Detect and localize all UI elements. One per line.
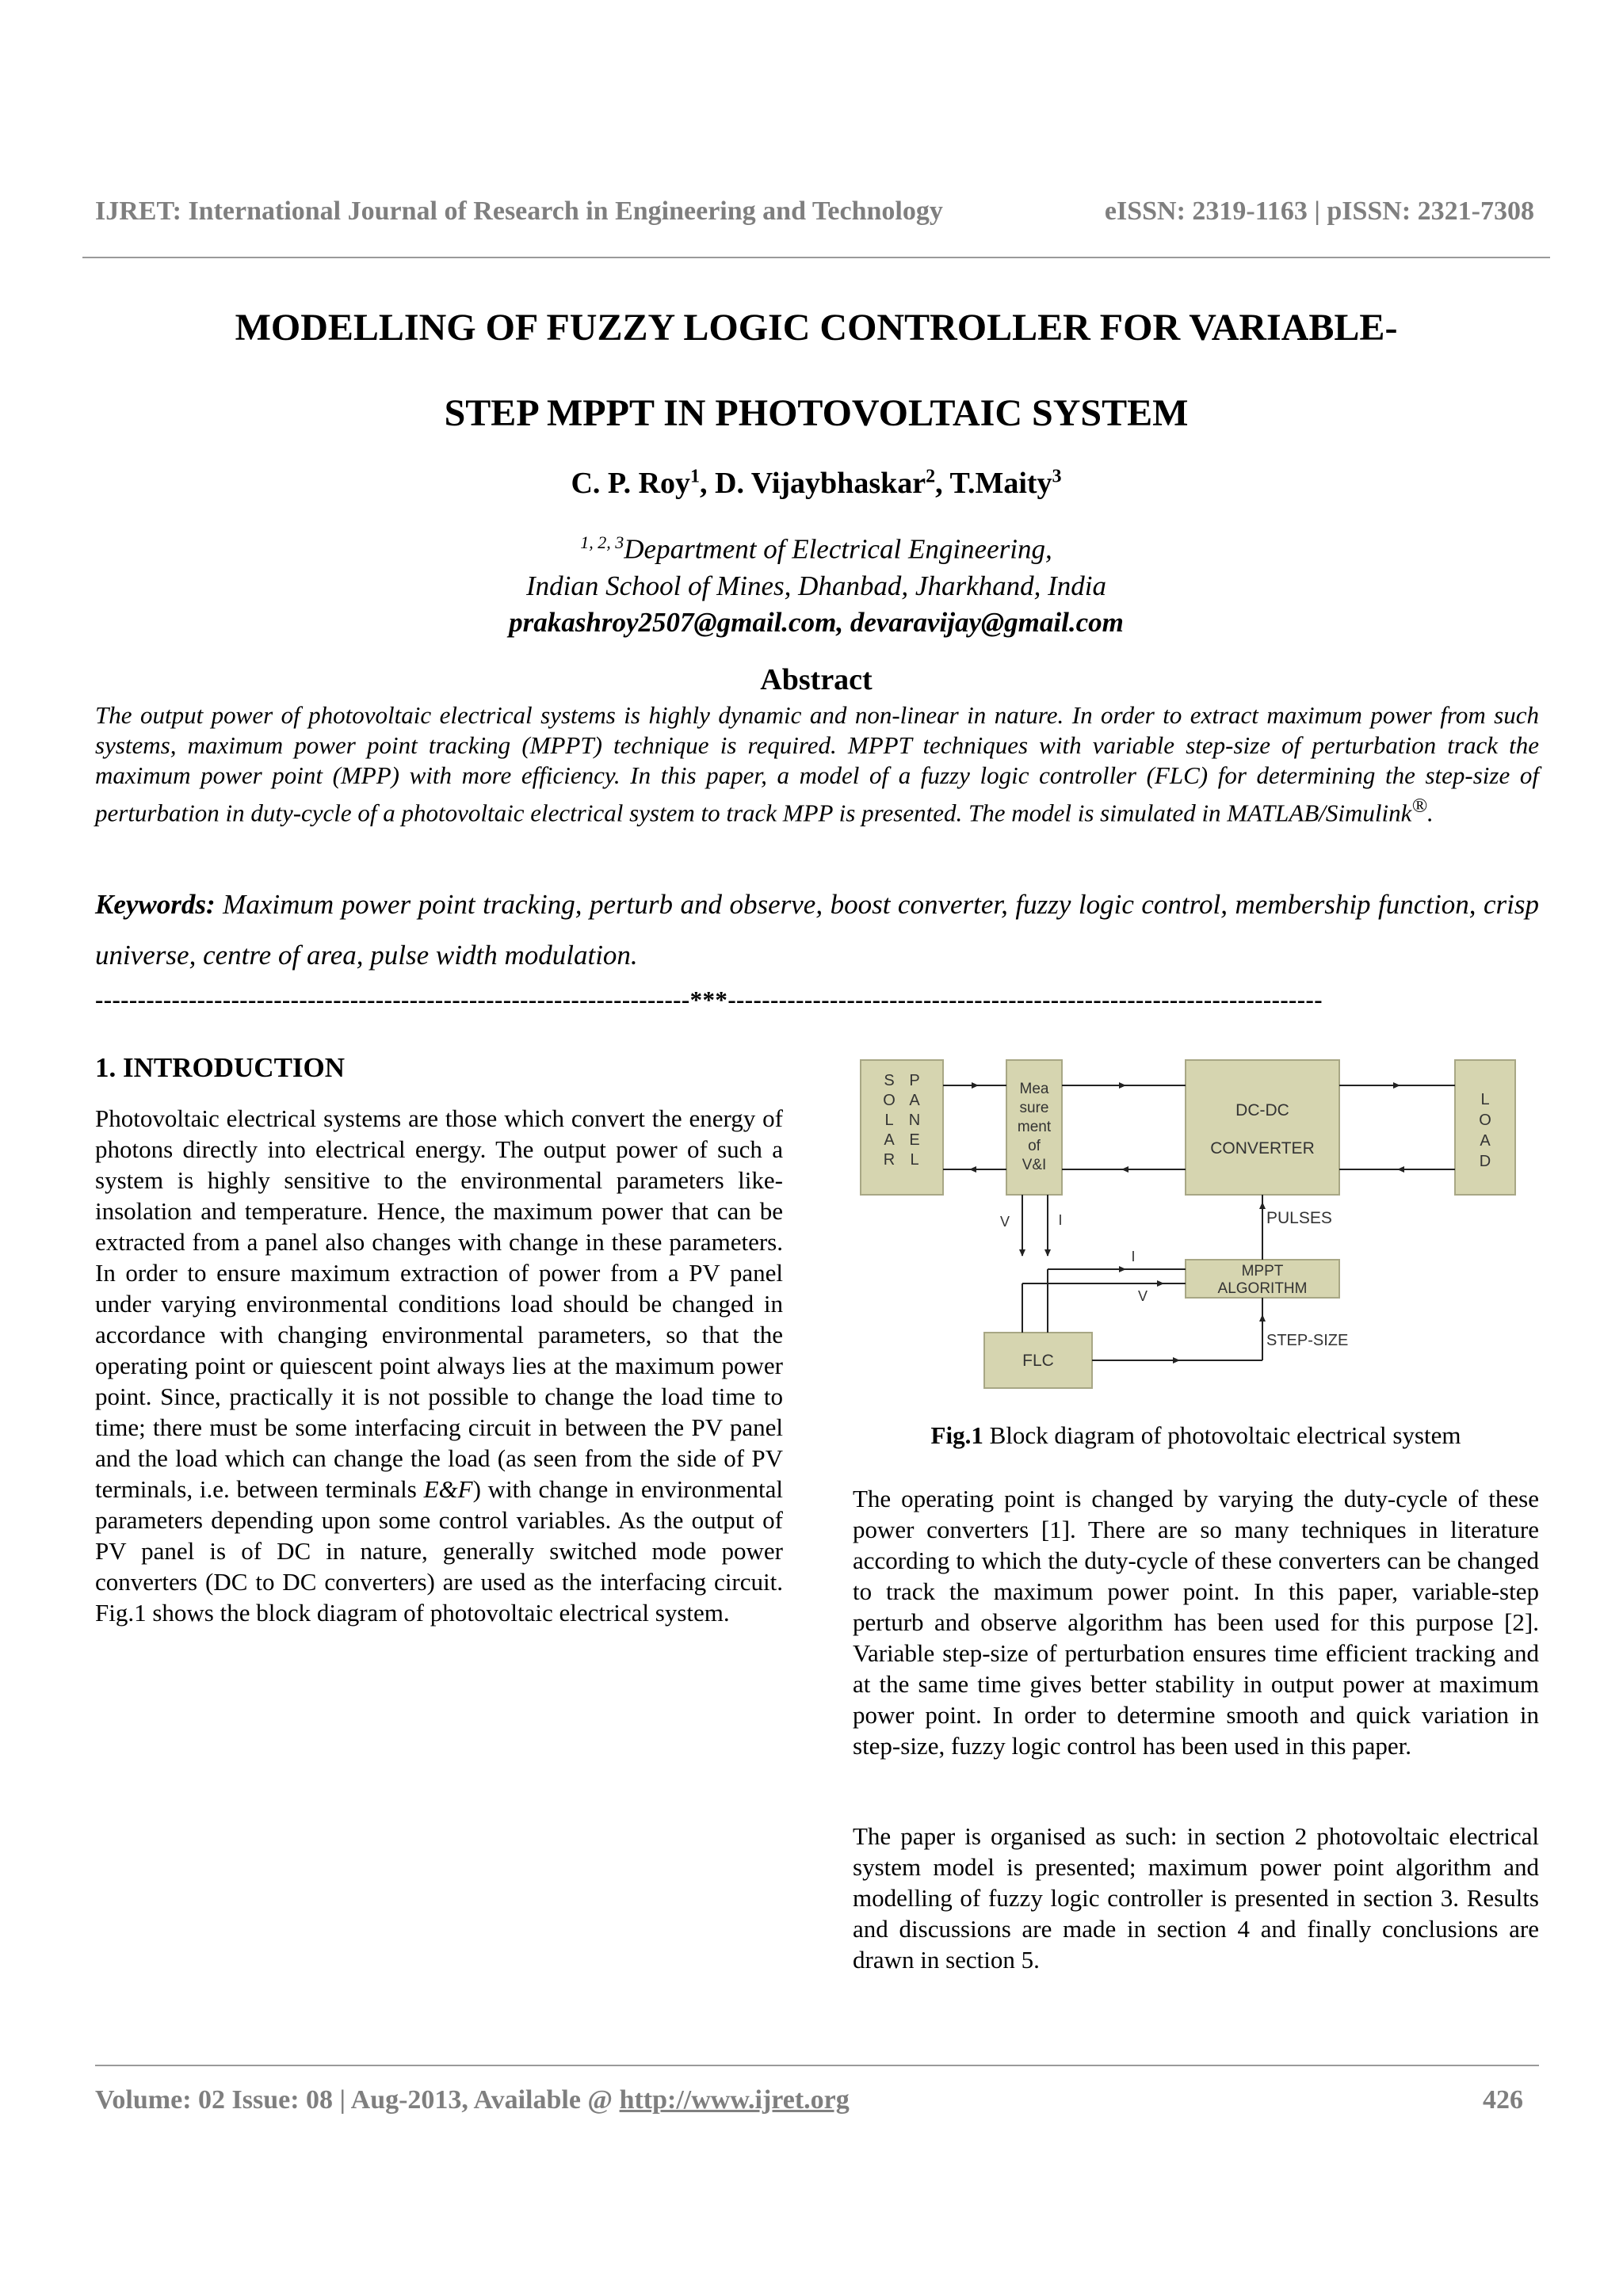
svg-text:L: L (1480, 1091, 1490, 1108)
institution: Indian School of Mines, Dhanbad, Jharkhand, India (526, 570, 1106, 601)
keywords-label: Keywords: (95, 889, 216, 920)
title-line-2: STEP MPPT IN PHOTOVOLTAIC SYSTEM (444, 392, 1189, 434)
svg-text:ment: ment (1017, 1119, 1052, 1135)
mppt-label-1: MPPT (1241, 1263, 1284, 1280)
department: Department of Electrical Engineering, (624, 533, 1052, 565)
intro-paragraph-1 (95, 1103, 783, 1628)
dc-dc-converter-block (1186, 1060, 1339, 1195)
dcdc-label-1: DC-DC (1235, 1101, 1289, 1119)
journal-name: IJRET: International Journal of Research in Engineering and Technology (95, 196, 943, 226)
svg-text:of: of (1028, 1138, 1041, 1154)
block-diagram (853, 1046, 1550, 1410)
svg-text:N: N (908, 1112, 921, 1129)
mppt-label-2: ALGORITHM (1217, 1280, 1308, 1297)
step-size-label: STEP-SIZE (1266, 1332, 1349, 1349)
v-label-mppt: V (1137, 1288, 1148, 1304)
svg-text:L: L (910, 1151, 919, 1169)
svg-text:A: A (1480, 1132, 1491, 1150)
svg-text:V&I: V&I (1022, 1157, 1047, 1173)
abstract-body: The output power of photovoltaic electrical systems is highly dynamic and non-linear in nature. In order to extract maximum power from such systems, maximum power point tracking (MPPT) technique is required. MPPT techniques with variable step-size of perturbation track the maximum power point (MPP) with more efficiency. In this paper, a model of a fuzzy logic controller (FLC) for determining the step-size of perturbation in duty-cycle of a photovoltaic electrical system to track MPP is presented. The model is simulated in MATLAB/Simulink (95, 701, 1539, 827)
figure-label: Fig.1 (930, 1421, 983, 1449)
author-1-sup: 1 (690, 466, 701, 487)
issn: eISSN: 2319-1163 | pISSN: 2321-7308 (1104, 196, 1534, 226)
keywords (95, 879, 1539, 981)
intro-paragraph-2: The operating point is changed by varying the duty-cycle of these power converters [1]. There are so many techniques in literature according to which the duty-cycle of these converters can be changed to track the maximum power point. In this paper, variable-step perturb and observe algorithm has been used for this purpose [2]. Variable step-size of perturbation ensures time efficient tracking and at the same time gives better stability in output power at maximum power point. In order to determine smooth and quick variation in step-size, fuzzy logic control has been used in this paper. (853, 1485, 1539, 1760)
svg-text:D: D (1479, 1153, 1491, 1170)
svg-text:R: R (883, 1151, 896, 1169)
svg-text:S: S (884, 1072, 895, 1089)
author-1: C. P. Roy (571, 467, 691, 500)
abstract-text (95, 700, 1539, 828)
author-2: D. Vijaybhaskar (715, 467, 926, 500)
svg-text:A: A (884, 1131, 895, 1149)
i-label-top: I (1058, 1212, 1063, 1228)
abstract-end: . (1427, 799, 1434, 827)
svg-text:O: O (1479, 1112, 1491, 1129)
panel-label (909, 1072, 921, 1169)
abstract-heading: Abstract (760, 663, 873, 696)
svg-text:O: O (883, 1092, 896, 1109)
figure-caption-text: Block diagram of photovoltaic electrical system (983, 1421, 1461, 1449)
separator: ----------------------------------------------------------------------***---------------------------------------------------------------------- (95, 986, 1323, 1013)
registered-mark: ® (1411, 794, 1427, 817)
author-2-sup: 2 (926, 466, 936, 487)
pulses-label: PULSES (1266, 1209, 1332, 1227)
journal-link[interactable]: http://www.ijret.org (619, 2085, 850, 2115)
footer-volume (95, 2085, 850, 2115)
svg-text:Mea: Mea (1019, 1081, 1049, 1097)
author-list: C. P. Roy$^1$, D. Vijaybhaskar$^2$, T.Maity$^3$ (571, 466, 1062, 500)
author-3: T.Maity (949, 467, 1052, 500)
svg-text:A: A (909, 1092, 920, 1109)
svg-text:sure: sure (1019, 1100, 1049, 1116)
header-rule (82, 257, 1550, 258)
figure-caption (853, 1421, 1539, 1450)
dcdc-label-2: CONVERTER (1210, 1139, 1315, 1158)
footer-rule (95, 2065, 1539, 2066)
author-emails: prakashroy2507@gmail.com, devaravijay@gmail.com (509, 606, 1124, 638)
intro-p1-b: ) with change in environmental parameters depending upon some control variables. As the output of PV panel is of DC in nature, generally switched mode power converters (DC to DC converters) are used as the interfacing circuit. Fig.1 shows the block diagram of photovoltaic electrical system. (95, 1475, 783, 1627)
footer-text: Volume: 02 Issue: 08 | Aug-2013, Available @ (95, 2085, 620, 2115)
keywords-text: Maximum power point tracking, perturb and observe, boost converter, fuzzy logic control, membership function, crisp universe, centre of area, pulse width modulation. (95, 889, 1539, 971)
solar-label (883, 1072, 896, 1169)
page-number: 426 (1483, 2085, 1523, 2115)
intro-paragraph-3: The paper is organised as such: in section 2 photovoltaic electrical system model is presented; maximum power point algorithm and modelling of fuzzy logic controller is presented in section 3. Results and discussions are made in section 4 and finally conclusions are drawn in section 5. (853, 1822, 1539, 1974)
author-3-sup: 3 (1052, 466, 1062, 487)
svg-text:E: E (909, 1131, 920, 1149)
paper-title (95, 285, 1537, 456)
affiliation (95, 524, 1537, 641)
flc-label: FLC (1022, 1352, 1054, 1370)
svg-text:P: P (909, 1072, 920, 1089)
affiliation-sup: 1, 2, 3 (580, 532, 624, 552)
intro-p1-a: Photovoltaic electrical systems are those which convert the energy of photons directly into electrical energy. The output power of such a system is highly sensitive to the environmental parameters like- insolation and temperature. Hence, the maximum power that can be extracted from a panel also changes with change in these parameters. In order to ensure maximum extraction of power from a PV panel under varying environmental conditions load should be changed in accordance with changing environmental parameters, so that the operating point or quiescent point always lies at the maximum power point. Since, practically it is not possible to change the load time to time; there must be some interfacing circuit in between the PV panel and the load which can change the load (as seen from the side of PV terminals, i.e. between terminals (95, 1104, 783, 1503)
i-label-mppt: I (1131, 1249, 1136, 1264)
title-line-1: MODELLING OF FUZZY LOGIC CONTROLLER FOR VARIABLE- (235, 307, 1398, 349)
solar-panel-block (861, 1060, 943, 1195)
section-heading: 1. INTRODUCTION (95, 1052, 346, 1083)
svg-text:L: L (884, 1112, 894, 1129)
terminal-labels: E&F (423, 1475, 473, 1503)
v-label-top: V (999, 1214, 1010, 1230)
